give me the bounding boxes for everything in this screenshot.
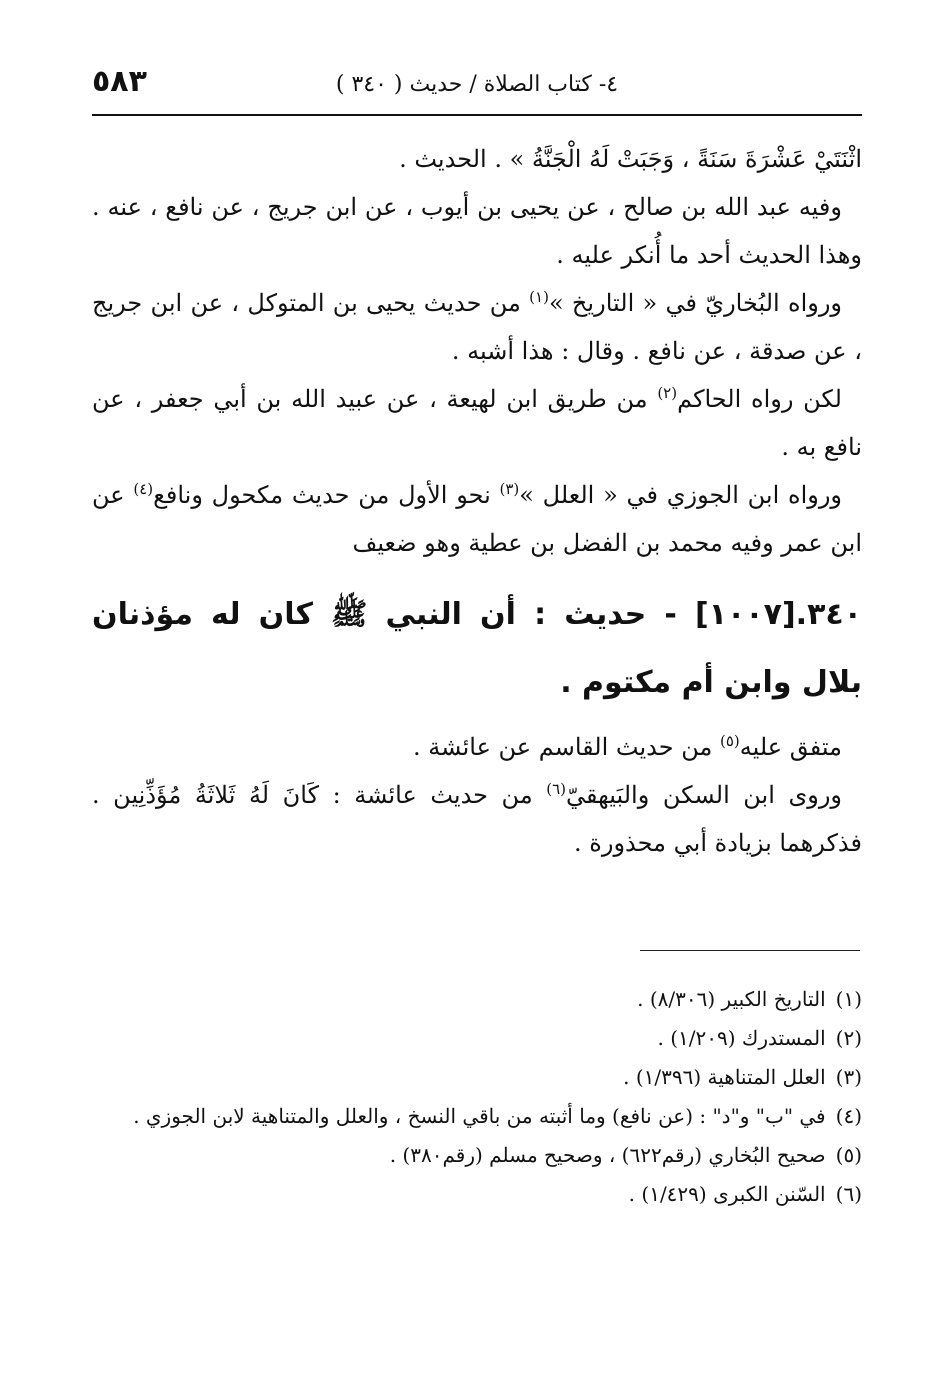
- footnote-separator: [640, 950, 860, 951]
- page-number: ٥٨٣: [92, 64, 147, 99]
- hadith-number: ٣٤٠.: [795, 597, 862, 632]
- footnote: [92, 1175, 862, 1214]
- paragraph-text: اثْنَتَيْ عَشْرَةَ سَنَةً ، وَجَبَتْ لَهُ الْجَنَّةُ » . الحديث .: [399, 145, 862, 173]
- footnote-text: العلل المتناهية (١/٣٩٦) .: [623, 1065, 826, 1089]
- footnote-number: (٣): [835, 1065, 862, 1089]
- paragraph: [92, 183, 862, 279]
- footnote-text: صحيح البُخاري (رقم٦٢٢) ، وصحيح مسلم (رقم٣٨٠) .: [389, 1143, 826, 1167]
- main-text: [92, 135, 862, 867]
- footnote-ref: (٥): [719, 732, 740, 750]
- footnote-ref: (٦): [546, 780, 567, 798]
- footnote-ref: (٣): [499, 480, 520, 498]
- footnote-number: (٢): [835, 1026, 862, 1050]
- paragraph-text: من طريق ابن لهيعة ، عن عبيد الله بن أبي جعفر ، عن نافع به .: [92, 385, 862, 461]
- hadith-ref: [١٠٠٧]: [694, 597, 796, 632]
- paragraph-text: ورواه البُخاريّ في « التاريخ »: [548, 289, 843, 317]
- footnote-number: (٥): [835, 1143, 862, 1167]
- running-head: ٤- كتاب الصلاة / حديث ( ٣٤٠ ): [335, 72, 619, 97]
- footnote: [92, 1019, 862, 1058]
- paragraph-text: من حديث القاسم عن عائشة .: [413, 733, 720, 761]
- paragraph: [92, 375, 862, 471]
- paragraph-text: وروى ابن السكن والبَيهقيّ: [566, 781, 842, 809]
- paragraph-text: لكن رواه الحاكم: [677, 385, 842, 413]
- footnote-text: التاريخ الكبير (٨/٣٠٦) .: [637, 987, 826, 1011]
- footnote-ref: (١): [529, 288, 549, 306]
- footnote-text: السّنن الكبرى (١/٤٢٩) .: [628, 1182, 826, 1206]
- paragraph: [92, 471, 862, 567]
- footnote-number: (١): [835, 987, 862, 1011]
- footnote: [92, 980, 862, 1019]
- footnotes: [92, 980, 862, 1214]
- paragraph-text: نحو الأول من حديث مكحول ونافع: [153, 481, 500, 509]
- paragraph-text: عن ابن عمر وفيه محمد بن الفضل بن عطية وهو ضعيف: [92, 481, 862, 557]
- footnote: [92, 1058, 862, 1097]
- paragraph: [92, 771, 862, 867]
- footnote-ref: (٢): [657, 384, 678, 402]
- paragraph-text: من حديث يحيى بن المتوكل ، عن ابن جريج ، عن صدقة ، عن نافع . وقال : هذا أشبه .: [92, 289, 862, 365]
- footnote-ref: (٤): [133, 480, 154, 498]
- paragraph: [92, 723, 862, 771]
- footnote-text: المستدرك (١/٢٠٩) .: [657, 1026, 826, 1050]
- paragraph-text: متفق عليه: [739, 733, 842, 761]
- footnote-number: (٦): [835, 1182, 862, 1206]
- footnote-text: في "ب" و"د" : (عن نافع) وما أثبته من باقي النسخ ، والعلل والمتناهية لابن الجوزي .: [133, 1104, 826, 1128]
- hadith-heading: [92, 581, 862, 717]
- footnote: [92, 1136, 862, 1175]
- paragraph: [92, 135, 862, 183]
- footnote: [92, 1097, 862, 1136]
- footnote-number: (٤): [835, 1104, 862, 1128]
- paragraph-text: ورواه ابن الجوزي في « العلل »: [519, 481, 843, 509]
- hadith-title: - حديث : أن النبي ﷺ كان له مؤذنان بلال وابن أم مكتوم .: [92, 597, 862, 700]
- paragraph-text: من حديث عائشة : كَانَ لَهُ ثَلاثَةُ مُؤَذِّنِين . فذكرهما بزيادة أبي محذورة .: [92, 781, 862, 857]
- page-header: [92, 62, 862, 116]
- paragraph-text: وفيه عبد الله بن صالح ، عن يحيى بن أيوب ، عن ابن جريج ، عن نافع ، عنه . وهذا الحديث أحد ما أُنكر عليه .: [92, 193, 862, 269]
- paragraph: [92, 279, 862, 375]
